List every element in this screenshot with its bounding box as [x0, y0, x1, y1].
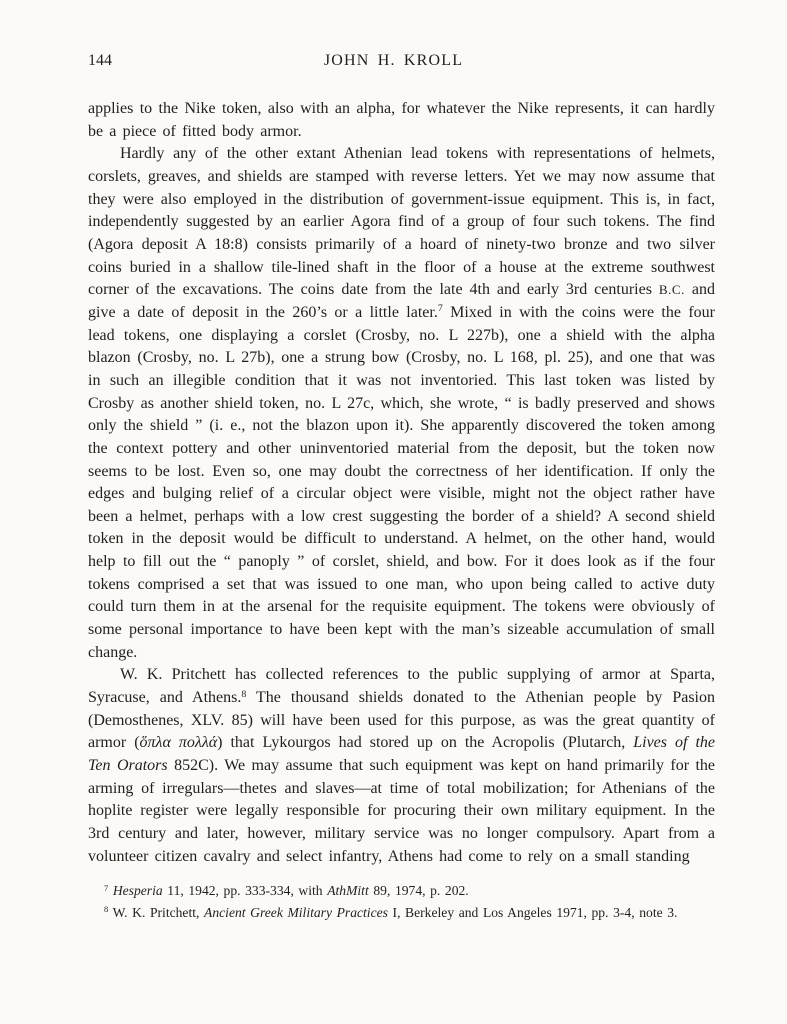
- text-run: Hardly any of the other extant Athenian lead tokens with representations of helmets, corslets, greaves, and shields are stamped with reverse letters. Yet we may now assume that they were also employed in the distribution of government-issue equipment. This is, in fact, independently suggested by an earlier Agora find of a group of four such tokens. The find (Agora deposit A 18:8) consists primarily of a hoard of ninety-two bronze and two silver coins buried in a shallow tile-lined shaft in the floor of a house at the extreme southwest corner of the excavations. The coins date from the late 4th and early 3rd centuries: [88, 145, 715, 299]
- page-number: 144: [88, 52, 112, 69]
- footnote-ref: 7: [437, 303, 443, 315]
- text-run: Mixed in with the coins were the four lead tokens, one displaying a corslet (Crosby, no. L 227b), one a shield with the alpha blazon (Crosby, no. L 27b), one a strung bow (Crosby, no. L 168, pl. 25), and one that was in such an illegible condition that it was not inventoried. This last token was listed by Crosby as another shield token, no. L 27c, which, she wrote, “ is badly preserved and shows only the shield ” (i. e., not the blazon upon it). She apparently discovered the token among the context pottery and other uninventoried material from the deposit, but the token now seems to be lost. Even so, one may doubt the correctness of her identification. If only the edges and bulging relief of a circular object were visible, might not the object rather have been a helmet, perhaps with a low crest suggesting the border of a shield? A second shield token in the deposit would be difficult to understand. A helmet, on the other hand, would help to fill out the “ panoply ” of corslet, shield, and bow. For it does look as if the four tokens comprised a set that was issued to one man, who upon being called to active duty could turn them in at the arsenal for the requisite equipment. The tokens were obviously of some personal importance to have been kept with the man’s sizeable accumulation of small change.: [88, 303, 715, 661]
- paragraph: [88, 143, 715, 664]
- running-head: JOHN H. KROLL: [323, 52, 464, 69]
- text-run: Lives of the Ten Orators: [88, 734, 715, 775]
- text-run: B.C.: [658, 282, 685, 298]
- text-run: and give a date of deposit in the 260’s or a little later.: [88, 281, 715, 321]
- footnote-ref: 8: [241, 688, 247, 700]
- text-run: ) that Lykourgos had stored up on the Acropolis (Plutarch,: [217, 734, 634, 752]
- text-run: Ancient Greek Military Practices: [204, 905, 388, 921]
- paragraph: [88, 902, 715, 924]
- text-run: ὅπλα πολλά: [139, 734, 218, 752]
- paragraph: [88, 664, 715, 868]
- text-run: 89, 1974, p. 202.: [368, 883, 469, 899]
- footnote-ref: 8: [104, 904, 109, 915]
- text-run: I, Berkeley and Los Angeles 1971, pp. 3-4, note 3.: [387, 905, 678, 921]
- paragraph: [88, 880, 715, 902]
- text-run: AthMitt: [327, 883, 369, 899]
- text-run: Hesperia: [112, 883, 163, 899]
- footnote-ref: 7: [104, 882, 109, 893]
- text-run: The thousand shields donated to the Athenian people by Pasion (Demosthenes, XLV. 85) will have been used for this purpose, as was the great quantity of armor (: [88, 689, 715, 752]
- text-run: W. K. Pritchett has collected references to the public supplying of armor at Sparta, Syracuse, and Athens.: [88, 666, 715, 707]
- page-header: [0, 52, 787, 74]
- text-run: 11, 1942, pp. 333-334, with: [162, 883, 328, 899]
- footnotes: [88, 880, 715, 924]
- text-run: applies to the Nike token, also with an alpha, for whatever the Nike represents, it can hardly be a piece of fitted body armor.: [88, 100, 715, 140]
- paragraph: [88, 98, 715, 143]
- text-run: W. K. Pritchett,: [108, 905, 205, 921]
- text-run: 852C). We may assume that such equipment was kept on hand primarily for the arming of irregulars—thetes and slaves—at time of total mobilization; for Athenians of the hoplite register were legally responsible for procuring their own military equipment. In the 3rd century and later, however, military service was no longer compulsory. Apart from a volunteer citizen cavalry and select infantry, Athens had come to rely on a small standing: [88, 757, 715, 865]
- body-text: [88, 98, 715, 868]
